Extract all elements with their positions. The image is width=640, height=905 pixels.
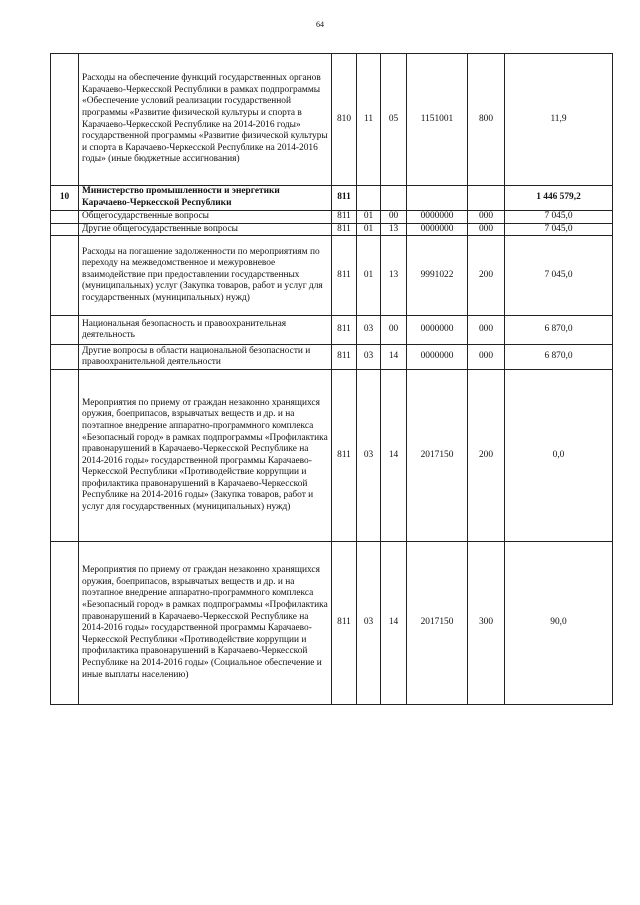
row-amount: 6 870,0 xyxy=(505,316,613,345)
row-target-article: 2017150 xyxy=(407,542,468,705)
row-description: Национальная безопасность и правоохранительная деятельность xyxy=(79,316,332,345)
table-row xyxy=(51,370,613,542)
row-expense-type: 000 xyxy=(468,316,505,345)
row-ved-code: 811 xyxy=(332,236,357,316)
table-row xyxy=(51,186,613,211)
row-amount: 90,0 xyxy=(505,542,613,705)
row-expense-type: 800 xyxy=(468,54,505,186)
row-amount: 0,0 xyxy=(505,370,613,542)
row-target-article: 1151001 xyxy=(407,54,468,186)
row-ved-code: 811 xyxy=(332,316,357,345)
row-subsection-code: 13 xyxy=(381,236,407,316)
row-expense-type xyxy=(468,186,505,211)
row-number xyxy=(51,316,79,345)
row-target-article: 0000000 xyxy=(407,211,468,224)
row-number xyxy=(51,54,79,186)
table-row xyxy=(51,54,613,186)
row-number xyxy=(51,345,79,370)
row-section-code xyxy=(357,186,381,211)
row-subsection-code: 14 xyxy=(381,542,407,705)
row-expense-type: 200 xyxy=(468,370,505,542)
row-subsection-code: 00 xyxy=(381,211,407,224)
row-description: Расходы на погашение задолженности по мероприятиям по переходу на межведомственное и межуровневое взаимодействие при предоставлении государственных (муниципальных) услуг (Закупка товаров, работ и услуг для государственных (муниципальных) нужд) xyxy=(79,236,332,316)
budget-table xyxy=(50,53,613,705)
row-amount: 11,9 xyxy=(505,54,613,186)
row-number xyxy=(51,223,79,236)
row-description: Общегосударственные вопросы xyxy=(79,211,332,224)
row-target-article: 9991022 xyxy=(407,236,468,316)
row-section-code: 03 xyxy=(357,370,381,542)
row-ved-code: 811 xyxy=(332,211,357,224)
row-expense-type: 200 xyxy=(468,236,505,316)
row-amount: 7 045,0 xyxy=(505,236,613,316)
row-expense-type: 000 xyxy=(468,223,505,236)
row-target-article: 0000000 xyxy=(407,316,468,345)
row-expense-type: 000 xyxy=(468,345,505,370)
row-number xyxy=(51,211,79,224)
row-number xyxy=(51,370,79,542)
row-target-article: 2017150 xyxy=(407,370,468,542)
row-amount: 7 045,0 xyxy=(505,211,613,224)
row-ved-code: 811 xyxy=(332,542,357,705)
row-subsection-code: 14 xyxy=(381,370,407,542)
page-number: 64 xyxy=(316,20,324,29)
row-number xyxy=(51,542,79,705)
table-row xyxy=(51,345,613,370)
table-row xyxy=(51,542,613,705)
row-ved-code: 811 xyxy=(332,345,357,370)
row-ved-code: 811 xyxy=(332,223,357,236)
row-section-code: 11 xyxy=(357,54,381,186)
row-description: Другие вопросы в области национальной безопасности и правоохранительной деятельности xyxy=(79,345,332,370)
row-section-code: 01 xyxy=(357,236,381,316)
row-section-code: 03 xyxy=(357,542,381,705)
table-row xyxy=(51,316,613,345)
row-description: Министерство промышленности и энергетики Карачаево-Черкесской Республики xyxy=(79,186,332,211)
row-subsection-code: 05 xyxy=(381,54,407,186)
row-description: Мероприятия по приему от граждан незаконно хранящихся оружия, боеприпасов, взрывчатых веществ и др. и на поэтапное внедрение аппаратно-программного комплекса «Безопасный город» в рамках подпрограммы «Профилактика правонарушений в Карачаево-Черкесской Республике на 2014-2016 годы» государственной программы Карачаево-Черкесской Республики «Противодействие коррупции и профилактика правонарушений в Карачаево-Черкесской Республике на 2014-2016 годы» (Закупка товаров, работ и услуг для государственных (муниципальных) нужд) xyxy=(79,370,332,542)
row-ved-code: 810 xyxy=(332,54,357,186)
row-target-article xyxy=(407,186,468,211)
row-section-code: 03 xyxy=(357,316,381,345)
row-amount: 6 870,0 xyxy=(505,345,613,370)
row-expense-type: 300 xyxy=(468,542,505,705)
row-ved-code: 811 xyxy=(332,370,357,542)
row-description: Мероприятия по приему от граждан незаконно хранящихся оружия, боеприпасов, взрывчатых веществ и др. и на поэтапное внедрение аппаратно-программного комплекса «Безопасный город» в рамках подпрограммы «Профилактика правонарушений в Карачаево-Черкесской Республике на 2014-2016 годы» государственной программы Карачаево-Черкесской Республики «Противодействие коррупции и профилактика правонарушений в Карачаево-Черкесской Республике на 2014-2016 годы» (Социальное обеспечение и иные выплаты населению) xyxy=(79,542,332,705)
row-expense-type: 000 xyxy=(468,211,505,224)
row-target-article: 0000000 xyxy=(407,223,468,236)
row-amount: 7 045,0 xyxy=(505,223,613,236)
row-subsection-code xyxy=(381,186,407,211)
row-subsection-code: 00 xyxy=(381,316,407,345)
row-section-code: 01 xyxy=(357,223,381,236)
row-target-article: 0000000 xyxy=(407,345,468,370)
table-row xyxy=(51,211,613,224)
table-row xyxy=(51,223,613,236)
table-row xyxy=(51,236,613,316)
row-subsection-code: 14 xyxy=(381,345,407,370)
row-amount: 1 446 579,2 xyxy=(505,186,613,211)
row-description: Другие общегосударственные вопросы xyxy=(79,223,332,236)
row-ved-code: 811 xyxy=(332,186,357,211)
row-section-code: 03 xyxy=(357,345,381,370)
row-number: 10 xyxy=(51,186,79,211)
row-description: Расходы на обеспечение функций государственных органов Карачаево-Черкесской Республики в рамках подпрограммы «Обеспечение условий реализации государственной программы «Развитие физической культуры и спорта в Карачаево-Черкесской Республике на 2014-2016 годы» государственной программы «Развитие физической культуры и спорта в Карачаево-Черкесской Республике на 2014-2016 годы» (иные бюджетные ассигнования) xyxy=(79,54,332,186)
row-section-code: 01 xyxy=(357,211,381,224)
row-subsection-code: 13 xyxy=(381,223,407,236)
row-number xyxy=(51,236,79,316)
